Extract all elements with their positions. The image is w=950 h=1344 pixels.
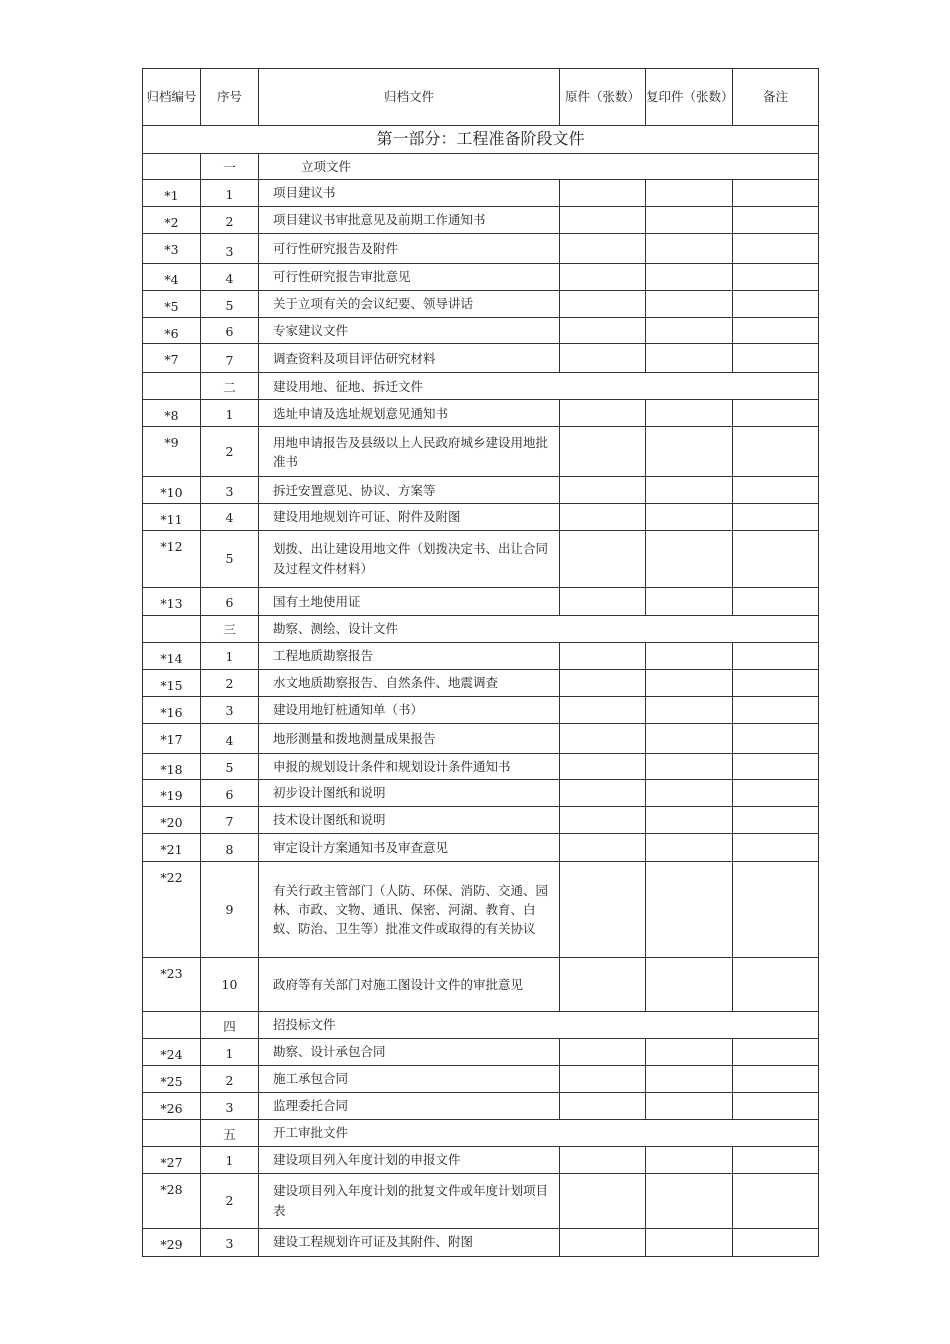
cell-file-name: 建设用地钉桩通知单（书） <box>259 696 560 723</box>
table-row <box>143 780 819 807</box>
cell-seq: 2 <box>201 669 259 696</box>
cell-seq: 9 <box>201 862 259 958</box>
table-row <box>143 723 819 753</box>
cell-note <box>733 1039 819 1066</box>
cell-original <box>560 753 646 779</box>
table-row <box>143 400 819 427</box>
cell-archive-no: *9 <box>143 427 201 477</box>
cell-file-name: 可行性研究报告及附件 <box>259 234 560 264</box>
section-seq: 一 <box>201 154 259 180</box>
cell-copy <box>646 1228 733 1256</box>
cell-seq: 4 <box>201 504 259 530</box>
cell-seq: 5 <box>201 753 259 779</box>
cell-archive-no: *3 <box>143 234 201 264</box>
cell-seq: 2 <box>201 1173 259 1228</box>
cell-archive-no <box>143 615 201 642</box>
cell-archive-no: *6 <box>143 318 201 344</box>
cell-file-name: 施工承包合同 <box>259 1066 560 1093</box>
section-seq: 五 <box>201 1120 259 1147</box>
cell-copy <box>646 291 733 318</box>
cell-seq: 6 <box>201 318 259 344</box>
cell-seq: 1 <box>201 1147 259 1173</box>
cell-archive-no: *12 <box>143 530 201 587</box>
table-row <box>143 862 819 958</box>
cell-note <box>733 696 819 723</box>
cell-note <box>733 427 819 477</box>
cell-copy <box>646 1147 733 1173</box>
cell-original <box>560 207 646 234</box>
table-row <box>143 1147 819 1173</box>
cell-note <box>733 1228 819 1256</box>
table-row <box>143 834 819 862</box>
table-row <box>143 344 819 373</box>
table-row <box>143 642 819 669</box>
cell-original <box>560 1066 646 1093</box>
cell-original <box>560 530 646 587</box>
section-title: 建设用地、征地、拆迁文件 <box>259 373 819 400</box>
cell-note <box>733 344 819 373</box>
cell-archive-no: *2 <box>143 207 201 234</box>
cell-seq: 1 <box>201 1039 259 1066</box>
cell-file-name: 专家建议文件 <box>259 318 560 344</box>
cell-original <box>560 780 646 807</box>
cell-original <box>560 344 646 373</box>
table-row <box>143 264 819 291</box>
cell-seq: 6 <box>201 780 259 807</box>
table-row <box>143 477 819 504</box>
cell-file-name: 项目建议书 <box>259 180 560 207</box>
table-row <box>143 530 819 587</box>
table-row <box>143 207 819 234</box>
cell-file-name: 勘察、设计承包合同 <box>259 1039 560 1066</box>
cell-archive-no: *8 <box>143 400 201 427</box>
cell-file-name: 国有土地使用证 <box>259 587 560 615</box>
cell-seq: 5 <box>201 530 259 587</box>
cell-original <box>560 477 646 504</box>
cell-file-name: 政府等有关部门对施工图设计文件的审批意见 <box>259 958 560 1012</box>
cell-archive-no: *17 <box>143 723 201 753</box>
cell-note <box>733 291 819 318</box>
cell-archive-no: *20 <box>143 807 201 834</box>
cell-file-name: 用地申请报告及县级以上人民政府城乡建设用地批准书 <box>259 427 560 477</box>
cell-archive-no <box>143 154 201 180</box>
cell-archive-no <box>143 1120 201 1147</box>
cell-original <box>560 234 646 264</box>
cell-archive-no: *16 <box>143 696 201 723</box>
cell-copy <box>646 958 733 1012</box>
cell-seq: 7 <box>201 807 259 834</box>
cell-original <box>560 180 646 207</box>
cell-note <box>733 723 819 753</box>
section-title: 立项文件 <box>259 154 819 180</box>
header-original: 原件（张数） <box>560 69 646 126</box>
cell-original <box>560 587 646 615</box>
section-title: 开工审批文件 <box>259 1120 819 1147</box>
table-row <box>143 427 819 477</box>
table-row <box>143 1173 819 1228</box>
cell-original <box>560 723 646 753</box>
archive-file-table <box>142 68 819 1257</box>
cell-file-name: 技术设计图纸和说明 <box>259 807 560 834</box>
cell-seq: 1 <box>201 642 259 669</box>
cell-archive-no: *26 <box>143 1093 201 1120</box>
cell-note <box>733 207 819 234</box>
table-row <box>143 180 819 207</box>
cell-archive-no: *15 <box>143 669 201 696</box>
cell-note <box>733 1093 819 1120</box>
table-row <box>143 1093 819 1120</box>
cell-copy <box>646 504 733 530</box>
cell-seq: 1 <box>201 400 259 427</box>
table-row <box>143 669 819 696</box>
cell-archive-no: *18 <box>143 753 201 779</box>
cell-seq: 2 <box>201 207 259 234</box>
cell-copy <box>646 318 733 344</box>
cell-copy <box>646 1066 733 1093</box>
section-title: 勘察、测绘、设计文件 <box>259 615 819 642</box>
cell-original <box>560 642 646 669</box>
cell-original <box>560 696 646 723</box>
cell-file-name: 工程地质勘察报告 <box>259 642 560 669</box>
cell-note <box>733 1147 819 1173</box>
cell-archive-no: *4 <box>143 264 201 291</box>
cell-file-name: 调查资料及项目评估研究材料 <box>259 344 560 373</box>
cell-seq: 2 <box>201 427 259 477</box>
table-header-row <box>143 69 819 126</box>
cell-copy <box>646 669 733 696</box>
cell-seq: 4 <box>201 264 259 291</box>
part-title-row <box>143 126 819 154</box>
cell-file-name: 拆迁安置意见、协议、方案等 <box>259 477 560 504</box>
cell-seq: 7 <box>201 344 259 373</box>
cell-archive-no: *23 <box>143 958 201 1012</box>
table-row <box>143 291 819 318</box>
section-row <box>143 373 819 400</box>
table-row <box>143 753 819 779</box>
cell-file-name: 建设项目列入年度计划的申报文件 <box>259 1147 560 1173</box>
cell-note <box>733 753 819 779</box>
cell-copy <box>646 862 733 958</box>
cell-original <box>560 1039 646 1066</box>
cell-note <box>733 234 819 264</box>
cell-archive-no: *13 <box>143 587 201 615</box>
cell-original <box>560 1173 646 1228</box>
cell-seq: 3 <box>201 234 259 264</box>
cell-note <box>733 264 819 291</box>
cell-archive-no: *24 <box>143 1039 201 1066</box>
cell-copy <box>646 234 733 264</box>
cell-copy <box>646 723 733 753</box>
table-row <box>143 318 819 344</box>
section-seq: 二 <box>201 373 259 400</box>
cell-file-name: 建设用地规划许可证、附件及附图 <box>259 504 560 530</box>
cell-copy <box>646 477 733 504</box>
cell-copy <box>646 180 733 207</box>
cell-note <box>733 180 819 207</box>
cell-note <box>733 669 819 696</box>
cell-copy <box>646 1039 733 1066</box>
cell-seq: 4 <box>201 723 259 753</box>
cell-original <box>560 264 646 291</box>
cell-note <box>733 504 819 530</box>
section-seq: 四 <box>201 1012 259 1039</box>
cell-original <box>560 669 646 696</box>
cell-file-name: 监理委托合同 <box>259 1093 560 1120</box>
cell-seq: 3 <box>201 477 259 504</box>
cell-seq: 6 <box>201 587 259 615</box>
table-row <box>143 1039 819 1066</box>
cell-seq: 1 <box>201 180 259 207</box>
cell-file-name: 关于立项有关的会议纪要、领导讲话 <box>259 291 560 318</box>
cell-original <box>560 834 646 862</box>
section-row <box>143 615 819 642</box>
cell-archive-no: *19 <box>143 780 201 807</box>
cell-note <box>733 642 819 669</box>
cell-file-name: 审定设计方案通知书及审查意见 <box>259 834 560 862</box>
header-file: 归档文件 <box>259 69 560 126</box>
table-row <box>143 1066 819 1093</box>
cell-original <box>560 318 646 344</box>
cell-copy <box>646 807 733 834</box>
cell-seq: 3 <box>201 696 259 723</box>
cell-archive-no: *27 <box>143 1147 201 1173</box>
table-row <box>143 958 819 1012</box>
cell-archive-no <box>143 373 201 400</box>
cell-archive-no <box>143 1012 201 1039</box>
cell-copy <box>646 753 733 779</box>
cell-seq: 10 <box>201 958 259 1012</box>
table-row <box>143 504 819 530</box>
cell-note <box>733 862 819 958</box>
cell-note <box>733 477 819 504</box>
cell-file-name: 可行性研究报告审批意见 <box>259 264 560 291</box>
cell-file-name: 初步设计图纸和说明 <box>259 780 560 807</box>
cell-original <box>560 427 646 477</box>
header-copy: 复印件（张数） <box>646 69 733 126</box>
cell-note <box>733 587 819 615</box>
cell-copy <box>646 530 733 587</box>
cell-note <box>733 780 819 807</box>
cell-archive-no: *11 <box>143 504 201 530</box>
cell-copy <box>646 834 733 862</box>
cell-file-name: 建设工程规划许可证及其附件、附图 <box>259 1228 560 1256</box>
cell-seq: 8 <box>201 834 259 862</box>
cell-note <box>733 834 819 862</box>
cell-seq: 3 <box>201 1093 259 1120</box>
cell-original <box>560 958 646 1012</box>
cell-note <box>733 1066 819 1093</box>
header-archive-no: 归档编号 <box>143 69 201 126</box>
cell-archive-no: *22 <box>143 862 201 958</box>
cell-archive-no: *7 <box>143 344 201 373</box>
cell-copy <box>646 344 733 373</box>
cell-copy <box>646 696 733 723</box>
cell-archive-no: *1 <box>143 180 201 207</box>
cell-original <box>560 1228 646 1256</box>
cell-file-name: 有关行政主管部门（人防、环保、消防、交通、园林、市政、文物、通讯、保密、河湖、教育、白蚁、防治、卫生等）批准文件或取得的有关协议 <box>259 862 560 958</box>
cell-file-name: 水文地质勘察报告、自然条件、地震调查 <box>259 669 560 696</box>
section-title: 招投标文件 <box>259 1012 819 1039</box>
cell-note <box>733 1173 819 1228</box>
cell-original <box>560 862 646 958</box>
header-seq: 序号 <box>201 69 259 126</box>
cell-copy <box>646 642 733 669</box>
cell-note <box>733 958 819 1012</box>
cell-original <box>560 504 646 530</box>
cell-note <box>733 807 819 834</box>
cell-archive-no: *10 <box>143 477 201 504</box>
cell-copy <box>646 207 733 234</box>
cell-file-name: 建设项目列入年度计划的批复文件或年度计划项目表 <box>259 1173 560 1228</box>
cell-copy <box>646 780 733 807</box>
cell-archive-no: *28 <box>143 1173 201 1228</box>
cell-note <box>733 530 819 587</box>
cell-copy <box>646 264 733 291</box>
cell-file-name: 地形测量和拨地测量成果报告 <box>259 723 560 753</box>
cell-copy <box>646 400 733 427</box>
cell-seq: 5 <box>201 291 259 318</box>
table-row <box>143 234 819 264</box>
cell-original <box>560 400 646 427</box>
cell-copy <box>646 427 733 477</box>
cell-original <box>560 1093 646 1120</box>
section-seq: 三 <box>201 615 259 642</box>
cell-archive-no: *29 <box>143 1228 201 1256</box>
part-title: 第一部分：工程准备阶段文件 <box>143 126 819 154</box>
table-row <box>143 587 819 615</box>
cell-copy <box>646 1173 733 1228</box>
cell-seq: 3 <box>201 1228 259 1256</box>
cell-original <box>560 807 646 834</box>
cell-archive-no: *5 <box>143 291 201 318</box>
cell-copy <box>646 1093 733 1120</box>
cell-file-name: 划拨、出让建设用地文件（划拨决定书、出让合同及过程文件材料） <box>259 530 560 587</box>
cell-note <box>733 318 819 344</box>
cell-note <box>733 400 819 427</box>
cell-copy <box>646 587 733 615</box>
cell-seq: 2 <box>201 1066 259 1093</box>
section-row <box>143 1120 819 1147</box>
cell-file-name: 项目建议书审批意见及前期工作通知书 <box>259 207 560 234</box>
section-row <box>143 1012 819 1039</box>
cell-original <box>560 1147 646 1173</box>
cell-archive-no: *14 <box>143 642 201 669</box>
cell-original <box>560 291 646 318</box>
table-row <box>143 1228 819 1256</box>
cell-file-name: 申报的规划设计条件和规划设计条件通知书 <box>259 753 560 779</box>
table-row <box>143 807 819 834</box>
table-row <box>143 696 819 723</box>
header-note: 备注 <box>733 69 819 126</box>
cell-archive-no: *21 <box>143 834 201 862</box>
section-row <box>143 154 819 180</box>
cell-archive-no: *25 <box>143 1066 201 1093</box>
cell-file-name: 选址申请及选址规划意见通知书 <box>259 400 560 427</box>
